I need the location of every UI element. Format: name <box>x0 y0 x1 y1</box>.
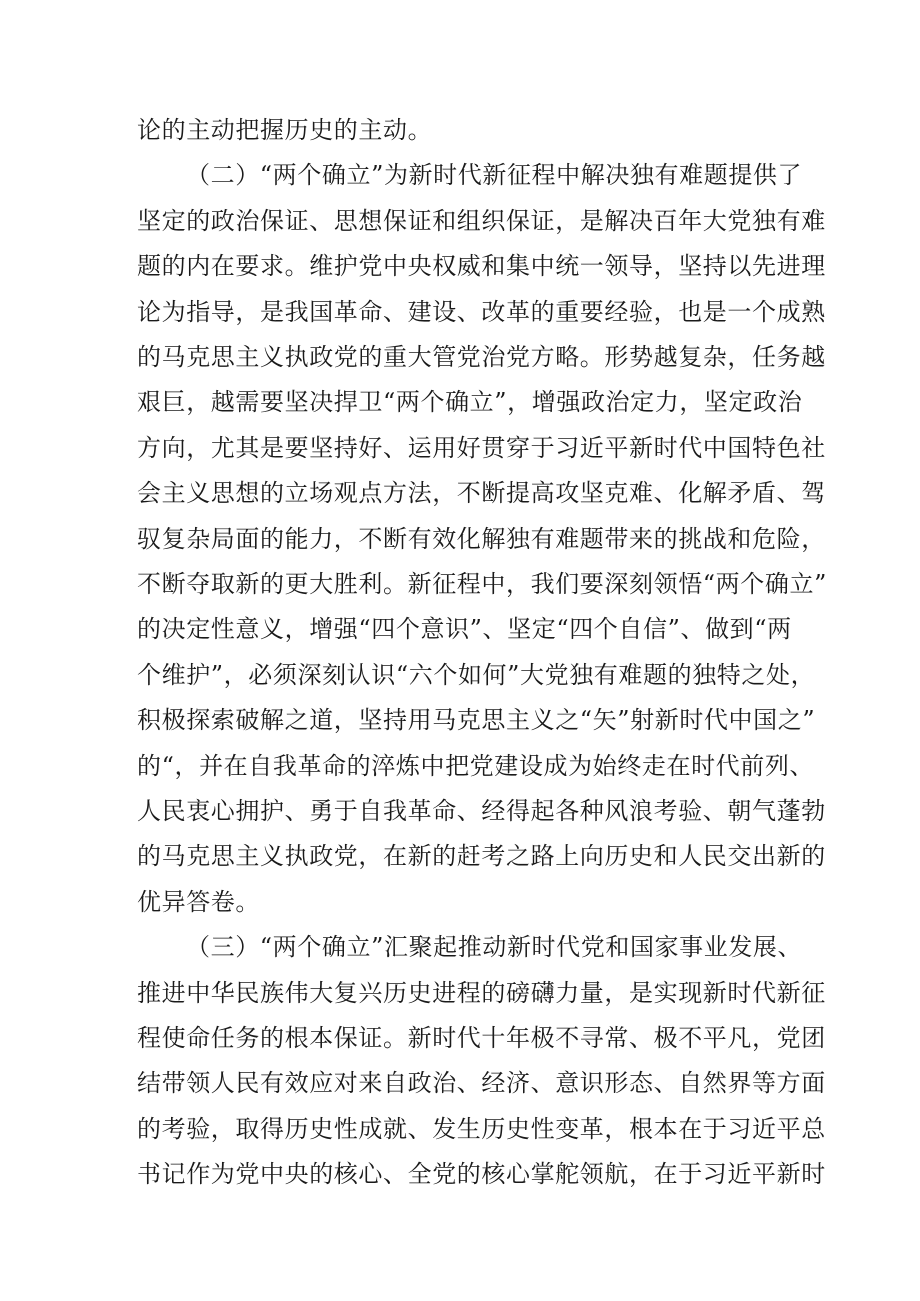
text-line: 的马克思主义执政党，在新的赶考之路上向历史和人民交出新的 <box>137 842 826 870</box>
text-line: 优异答卷。 <box>137 888 260 916</box>
text-line: 推进中华民族伟大复兴历史进程的磅礴力量，是实现新时代新征 <box>137 979 826 1007</box>
text-line: 不断夺取新的更大胜利。新征程中，我们要深刻领悟“两个确立” <box>137 570 827 598</box>
text-line: 论的主动把握历史的主动。 <box>137 116 433 144</box>
text-line: 方向，尤其是要坚持好、运用好贯穿于习近平新时代中国特色社 <box>137 434 826 462</box>
text-line: 坚定的政治保证、思想保证和组织保证，是解决百年大党独有难 <box>137 207 826 235</box>
text-line: 的马克思主义执政党的重大管党治党方略。形势越复杂，任务越 <box>137 343 826 371</box>
text-line: 题的内在要求。维护党中央权威和集中统一领导，坚持以先进理 <box>137 252 826 280</box>
paragraph-start-line: （二）“两个确立”为新时代新征程中解决独有难题提供了 <box>186 161 803 189</box>
text-line: 论为指导，是我国革命、建设、改革的重要经验，也是一个成熟 <box>137 298 826 326</box>
text-line: 的考验，取得历史性成就、发生历史性变革，根本在于习近平总 <box>137 1115 826 1143</box>
text-line: 结带领人民有效应对来自政治、经济、意识形态、自然界等方面 <box>137 1069 826 1097</box>
paragraph-start-line: （三）“两个确立”汇聚起推动新时代党和国家事业发展、 <box>186 933 803 961</box>
text-line: 驭复杂局面的能力，不断有效化解独有难题带来的挑战和危险， <box>137 525 826 553</box>
text-line: 人民衷心拥护、勇于自我革命、经得起各种风浪考验、朝气蓬勃 <box>137 797 826 825</box>
text-line: 积极探索破解之道，坚持用马克思主义之“矢”射新时代中国之” <box>137 706 816 734</box>
text-line: 的“，并在自我革命的淬炼中把党建设成为始终走在时代前列、 <box>137 752 815 780</box>
text-line: 的决定性意义，增强“四个意识”、坚定“四个自信”、做到“两 <box>137 615 792 643</box>
text-line: 个维护”，必须深刻认识“六个如何”大党独有难题的独特之处， <box>137 661 816 689</box>
text-line: 会主义思想的立场观点方法，不断提高攻坚克难、化解矛盾、驾 <box>137 479 826 507</box>
text-line: 书记作为党中央的核心、全党的核心掌舵领航，在于习近平新时 <box>137 1160 826 1188</box>
text-line: 艰巨，越需要坚决捍卫“两个确立”，增强政治定力，坚定政治 <box>137 388 803 416</box>
text-line: 程使命任务的根本保证。新时代十年极不寻常、极不平凡，党团 <box>137 1024 826 1052</box>
